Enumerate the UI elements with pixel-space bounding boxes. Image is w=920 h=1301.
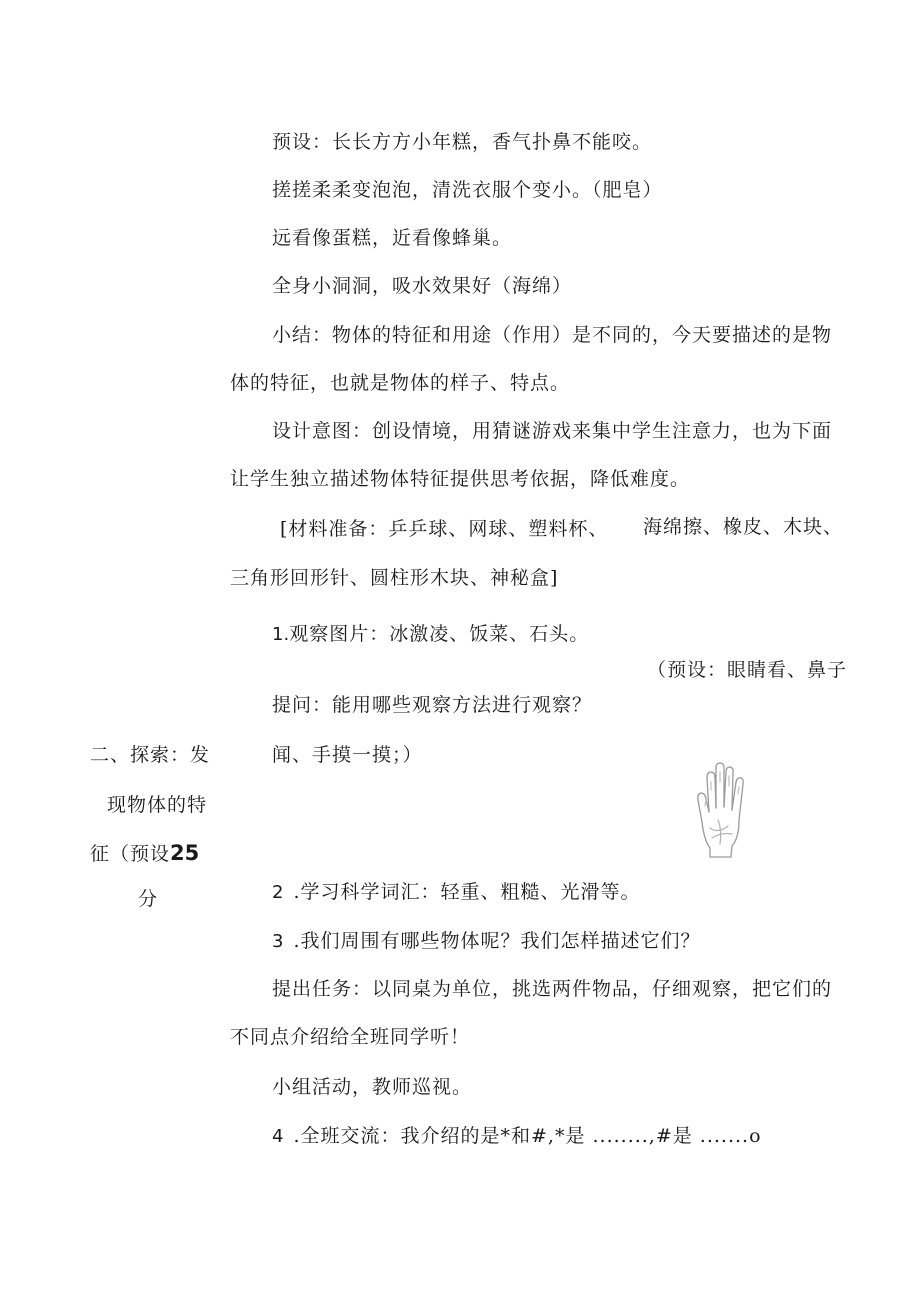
section-heading-line2: 现物体的特 bbox=[107, 794, 208, 816]
paragraph-summary-line2: 体的特征，也就是物体的样子、特点。 bbox=[230, 372, 571, 394]
section-heading-minutes: 25 bbox=[170, 841, 200, 865]
paragraph-class-exchange bbox=[272, 1124, 762, 1149]
paragraph-science-vocab bbox=[272, 880, 641, 905]
paragraph-objects-around bbox=[272, 929, 701, 954]
hand-icon bbox=[688, 760, 748, 860]
paragraph-preset-answer-line2: 闻、手摸一摸；） bbox=[272, 744, 423, 766]
paragraph-riddle-soap: 搓搓柔柔变泡泡，清洗衣服个变小。（肥皂） bbox=[272, 179, 663, 201]
paragraph-materials-line1b: 海绵擦、橡皮、木块、 bbox=[643, 516, 844, 538]
paragraph-materials-line2: 三角形回形针、圆柱形木块、神秘盒] bbox=[230, 567, 559, 589]
paragraph-design-intent-line1: 设计意图：创设情境，用猜谜游戏来集中学生注意力，也为下面 bbox=[272, 420, 833, 442]
step-number: 3 bbox=[272, 931, 284, 952]
paragraph-riddle-3: 远看像蛋糕，近看像蜂巢。 bbox=[272, 227, 513, 249]
step-number: 2 bbox=[272, 882, 284, 903]
paragraph-preset-answer-line1: （预设：眼睛看、鼻子 bbox=[647, 659, 848, 681]
step-text: .我们周围有哪些物体呢？我们怎样描述它们？ bbox=[293, 930, 701, 952]
paragraph-group-activity: 小组活动，教师巡视。 bbox=[272, 1076, 473, 1098]
paragraph-materials-line1a: [材料准备：乒乒球、网球、塑料杯、 bbox=[280, 518, 609, 540]
paragraph-question: 提问：能用哪些观察方法进行观察？ bbox=[272, 694, 593, 716]
paragraph-observe-pictures bbox=[272, 622, 589, 647]
step-text: .全班交流：我介绍的是*和#,*是 ........,#是 .......o bbox=[293, 1125, 762, 1147]
section-heading-line4: 分 bbox=[138, 888, 159, 910]
paragraph-riddle-sponge: 全身小洞洞，吸水效果好（海绵） bbox=[272, 275, 573, 297]
section-heading-preset: 征（预设 bbox=[90, 843, 171, 865]
step-text: 观察图片：冰激凌、饭菜、石头。 bbox=[289, 623, 590, 645]
paragraph-summary-line1: 小结：物体的特征和用途（作用）是不同的，今天要描述的是物 bbox=[272, 324, 833, 346]
step-number: 1. bbox=[272, 624, 290, 645]
paragraph-task-line1: 提出任务：以同桌为单位，挑选两件物品，仔细观察，把它们的 bbox=[272, 978, 833, 1000]
step-text: .学习科学词汇：轻重、粗糙、光滑等。 bbox=[293, 881, 641, 903]
paragraph-design-intent-line2: 让学生独立描述物体特征提供思考依据，降低难度。 bbox=[230, 468, 691, 490]
section-heading-line1: 二、探索：发 bbox=[90, 744, 211, 766]
section-heading-line3 bbox=[90, 841, 199, 866]
paragraph-preset-riddle-1: 预设：长长方方小年糕，香气扑鼻不能咬。 bbox=[272, 131, 653, 153]
paragraph-task-line2: 不同点介绍给全班同学听！ bbox=[230, 1026, 471, 1048]
step-number: 4 bbox=[272, 1126, 284, 1147]
